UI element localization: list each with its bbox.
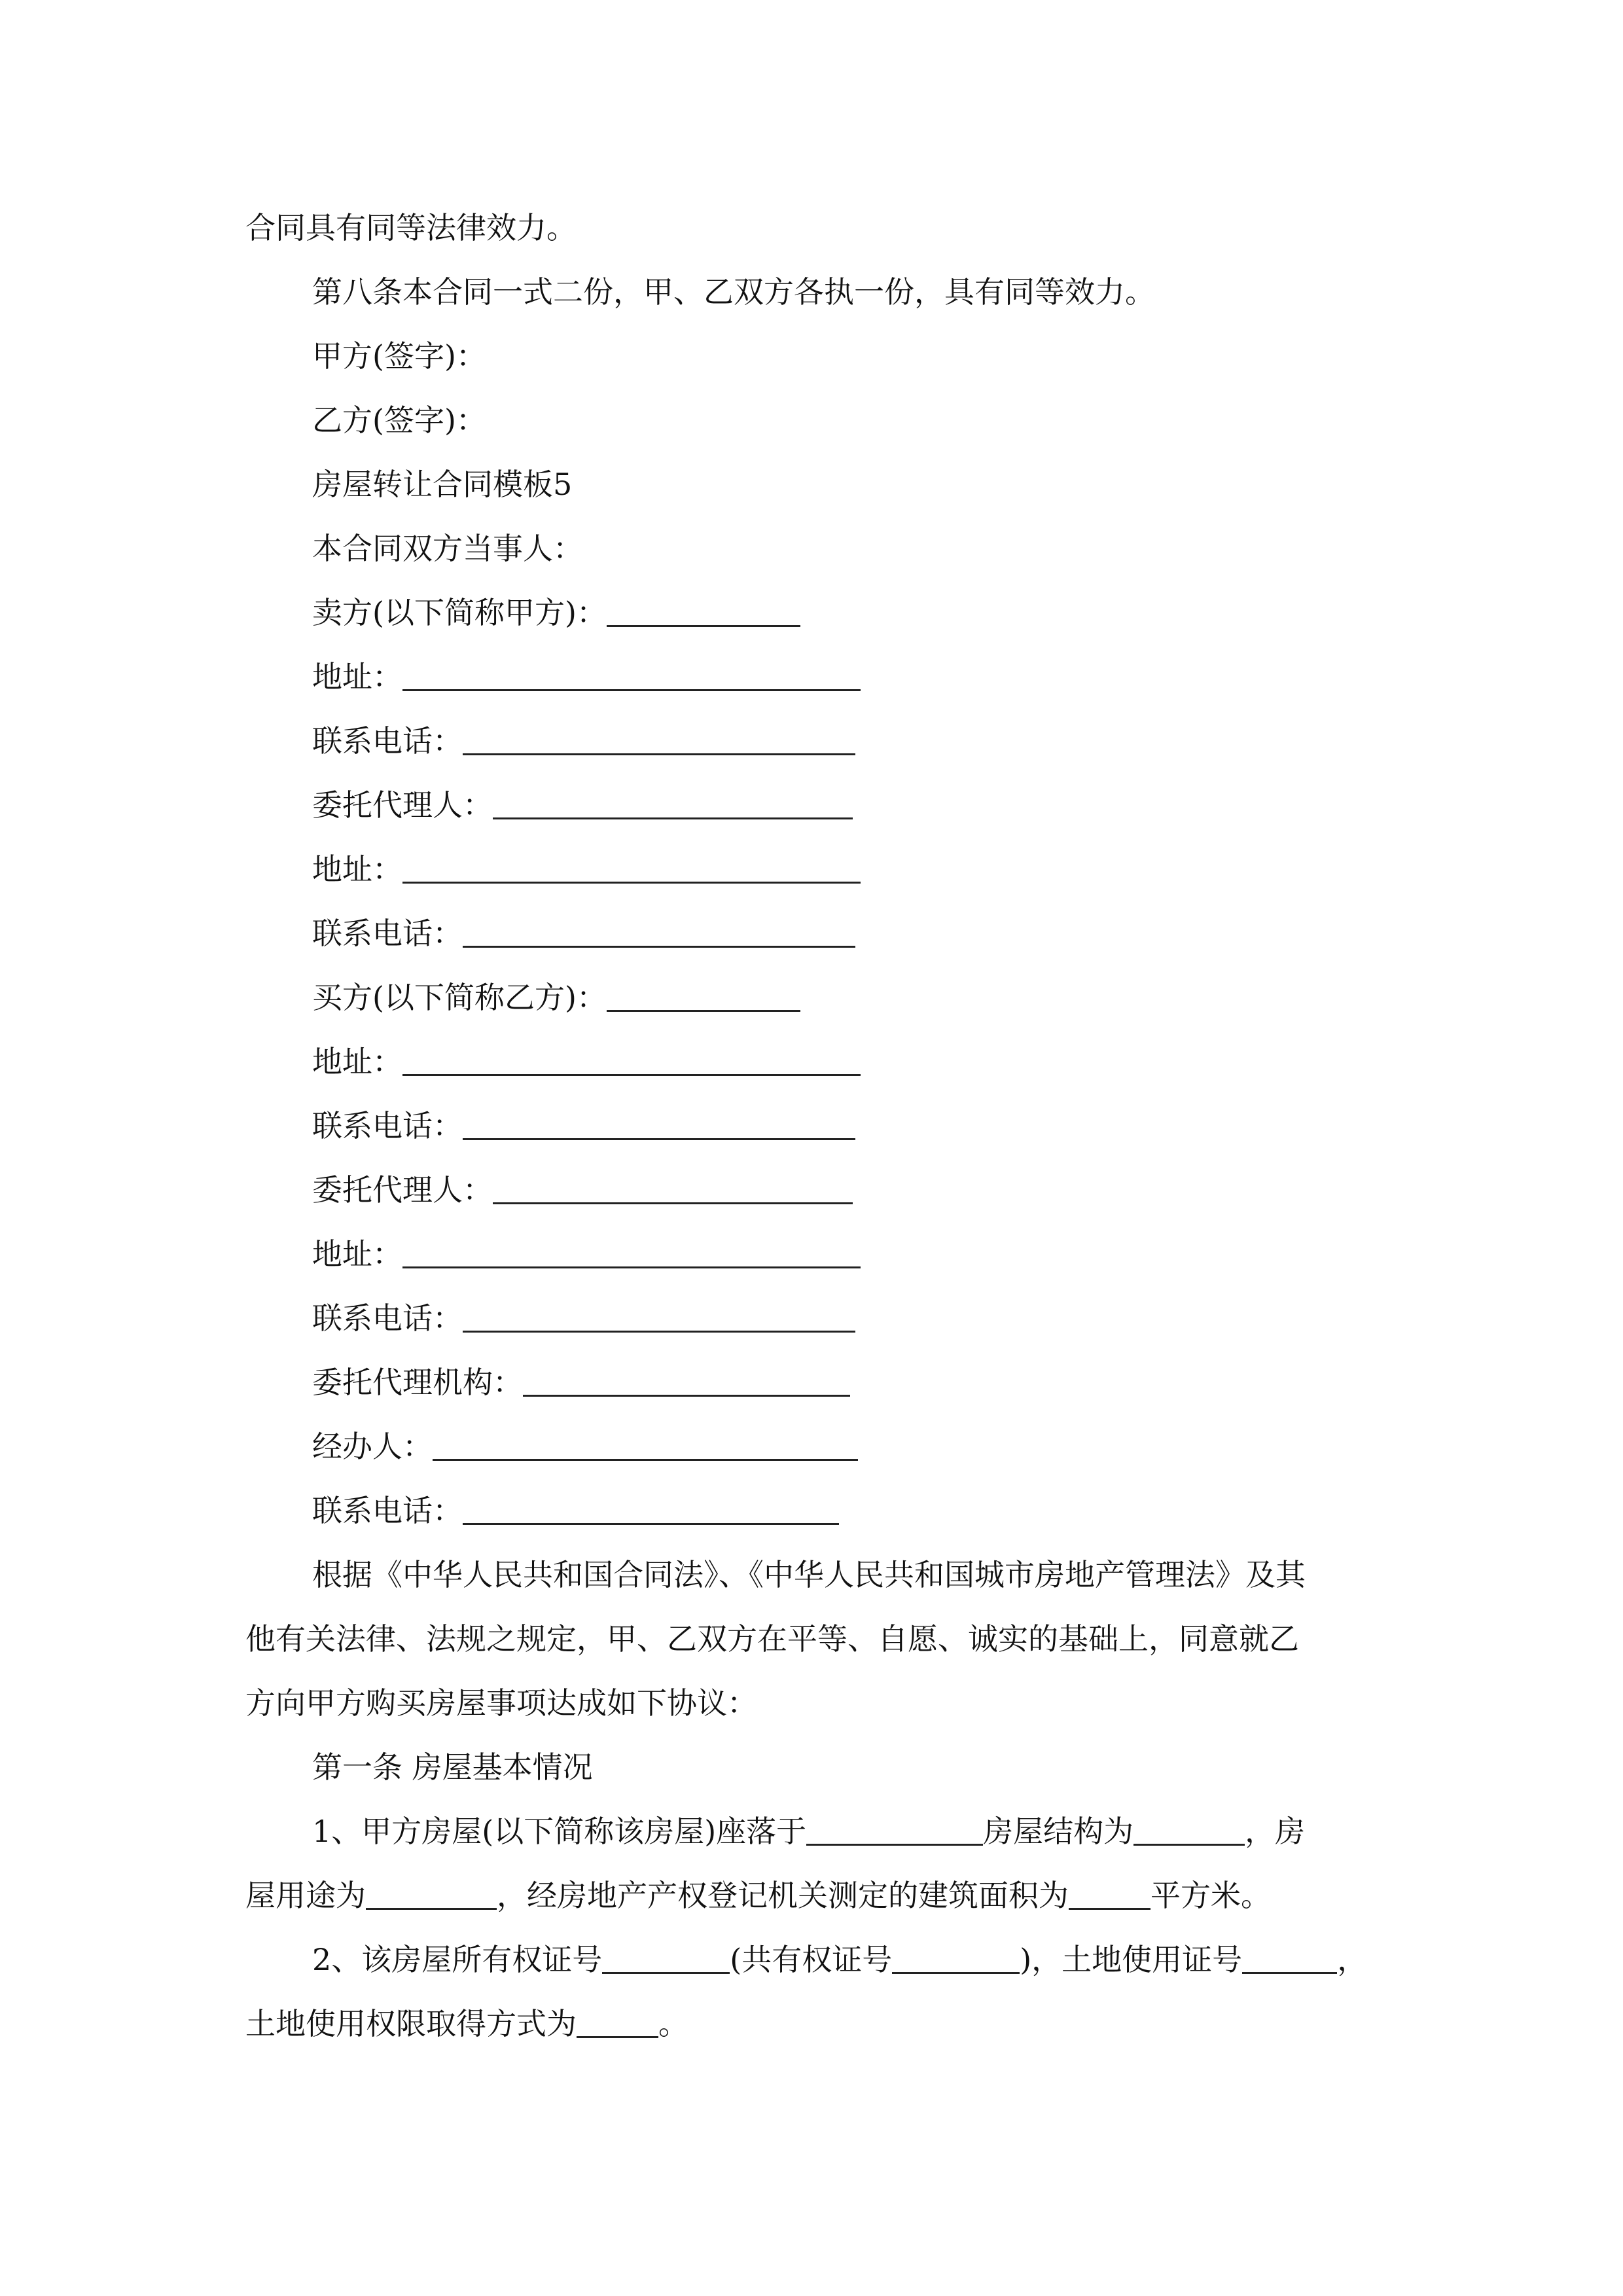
phone-label: 联系电话： [312, 1300, 463, 1336]
preamble-line: 方向甲方购买房屋事项达成如下协议： [245, 1685, 757, 1721]
phone-label: 联系电话： [312, 1108, 463, 1143]
address-blank [402, 1044, 861, 1076]
area-unit: 平方米。 [1150, 1878, 1271, 1913]
text-fragment: ， [1337, 1942, 1368, 1977]
article-1-heading: 第一条 房屋基本情况 [312, 1749, 593, 1785]
co-ownership-label: (共有权证号 [730, 1942, 893, 1977]
text-fragment: 。 [658, 2006, 688, 2041]
phone-blank [463, 1300, 855, 1333]
phone-label: 联系电话： [312, 916, 463, 951]
agent-label: 委托代理人： [312, 787, 493, 823]
phone-label: 联系电话： [312, 723, 463, 759]
buyer-blank [607, 980, 800, 1012]
agent-label: 委托代理人： [312, 1172, 493, 1208]
area-label: ，经房地产产权登记机关测定的建筑面积为 [497, 1878, 1069, 1913]
address-blank [402, 659, 861, 691]
seller-agent-phone-field [312, 914, 855, 953]
article-8: 第八条本合同一式二份，甲、乙双方各执一份，具有同等效力。 [312, 274, 1155, 310]
parties-intro: 本合同双方当事人： [312, 531, 583, 566]
ownership-cert-blank [602, 1942, 730, 1974]
item-1-line [245, 1876, 1271, 1915]
seller-label: 卖方(以下简称甲方)： [312, 595, 607, 630]
land-cert-label: )，土地使用证号 [1020, 1942, 1243, 1977]
section-title: 房屋转让合同模板5 [312, 467, 573, 502]
usage-blank [366, 1878, 497, 1910]
seller-agent-field [312, 785, 853, 825]
phone-label: 联系电话： [312, 1493, 463, 1528]
area-blank [1069, 1878, 1150, 1910]
phone-blank [463, 916, 855, 948]
seller-blank [607, 595, 800, 627]
text-line: 合同具有同等法律效力。 [245, 210, 577, 245]
phone-blank [463, 1108, 855, 1140]
address-label: 地址： [312, 852, 402, 887]
agency-field [312, 1363, 850, 1402]
handler-phone-field [312, 1491, 839, 1530]
preamble-line: 根据《中华人民共和国合同法》、《中华人民共和国城市房地产管理法》及其 [312, 1557, 1306, 1592]
handler-label: 经办人： [312, 1429, 433, 1464]
land-cert-blank [1242, 1942, 1337, 1974]
party-a-signature: 甲方(签字)： [312, 338, 486, 374]
item-1-line [312, 1812, 1305, 1851]
address-blank [402, 1236, 861, 1268]
buyer-agent-field [312, 1170, 853, 1210]
agency-label: 委托代理机构： [312, 1365, 523, 1400]
seller-field [312, 593, 800, 632]
co-ownership-blank [892, 1942, 1020, 1974]
seller-agent-address-field [312, 850, 861, 889]
item-1-location-label: 1、甲方房屋(以下简称该房屋)座落于 [312, 1814, 807, 1849]
seller-phone-field [312, 721, 855, 761]
buyer-phone-field [312, 1106, 855, 1145]
buyer-agent-phone-field [312, 1299, 855, 1338]
handler-blank [433, 1429, 858, 1461]
item-2-line [245, 2004, 688, 2043]
handler-field [312, 1427, 858, 1466]
buyer-label: 买方(以下简称乙方)： [312, 980, 607, 1015]
item-2-line [312, 1940, 1367, 1979]
agency-blank [523, 1365, 850, 1397]
preamble-line: 他有关法律、法规之规定，甲、乙双方在平等、自愿、诚实的基础上，同意就乙 [245, 1621, 1299, 1657]
agent-blank [493, 787, 853, 819]
land-use-method-blank [577, 2006, 658, 2038]
phone-blank [463, 1493, 839, 1525]
address-blank [402, 852, 861, 884]
structure-label: 房屋结构为 [983, 1814, 1134, 1849]
address-label: 地址： [312, 1236, 402, 1272]
text-fragment: ，房 [1245, 1814, 1306, 1849]
buyer-agent-address-field [312, 1234, 861, 1274]
address-label: 地址： [312, 1044, 402, 1079]
structure-blank [1133, 1814, 1245, 1846]
location-blank [806, 1814, 983, 1846]
buyer-address-field [312, 1042, 861, 1081]
buyer-field [312, 978, 800, 1017]
seller-address-field [312, 657, 861, 696]
usage-label: 屋用途为 [245, 1878, 366, 1913]
agent-blank [493, 1172, 853, 1204]
phone-blank [463, 723, 855, 755]
ownership-cert-label: 2、该房屋所有权证号 [312, 1942, 603, 1977]
land-use-method-label: 土地使用权限取得方式为 [245, 2006, 577, 2041]
address-label: 地址： [312, 659, 402, 694]
party-b-signature: 乙方(签字)： [312, 403, 486, 438]
